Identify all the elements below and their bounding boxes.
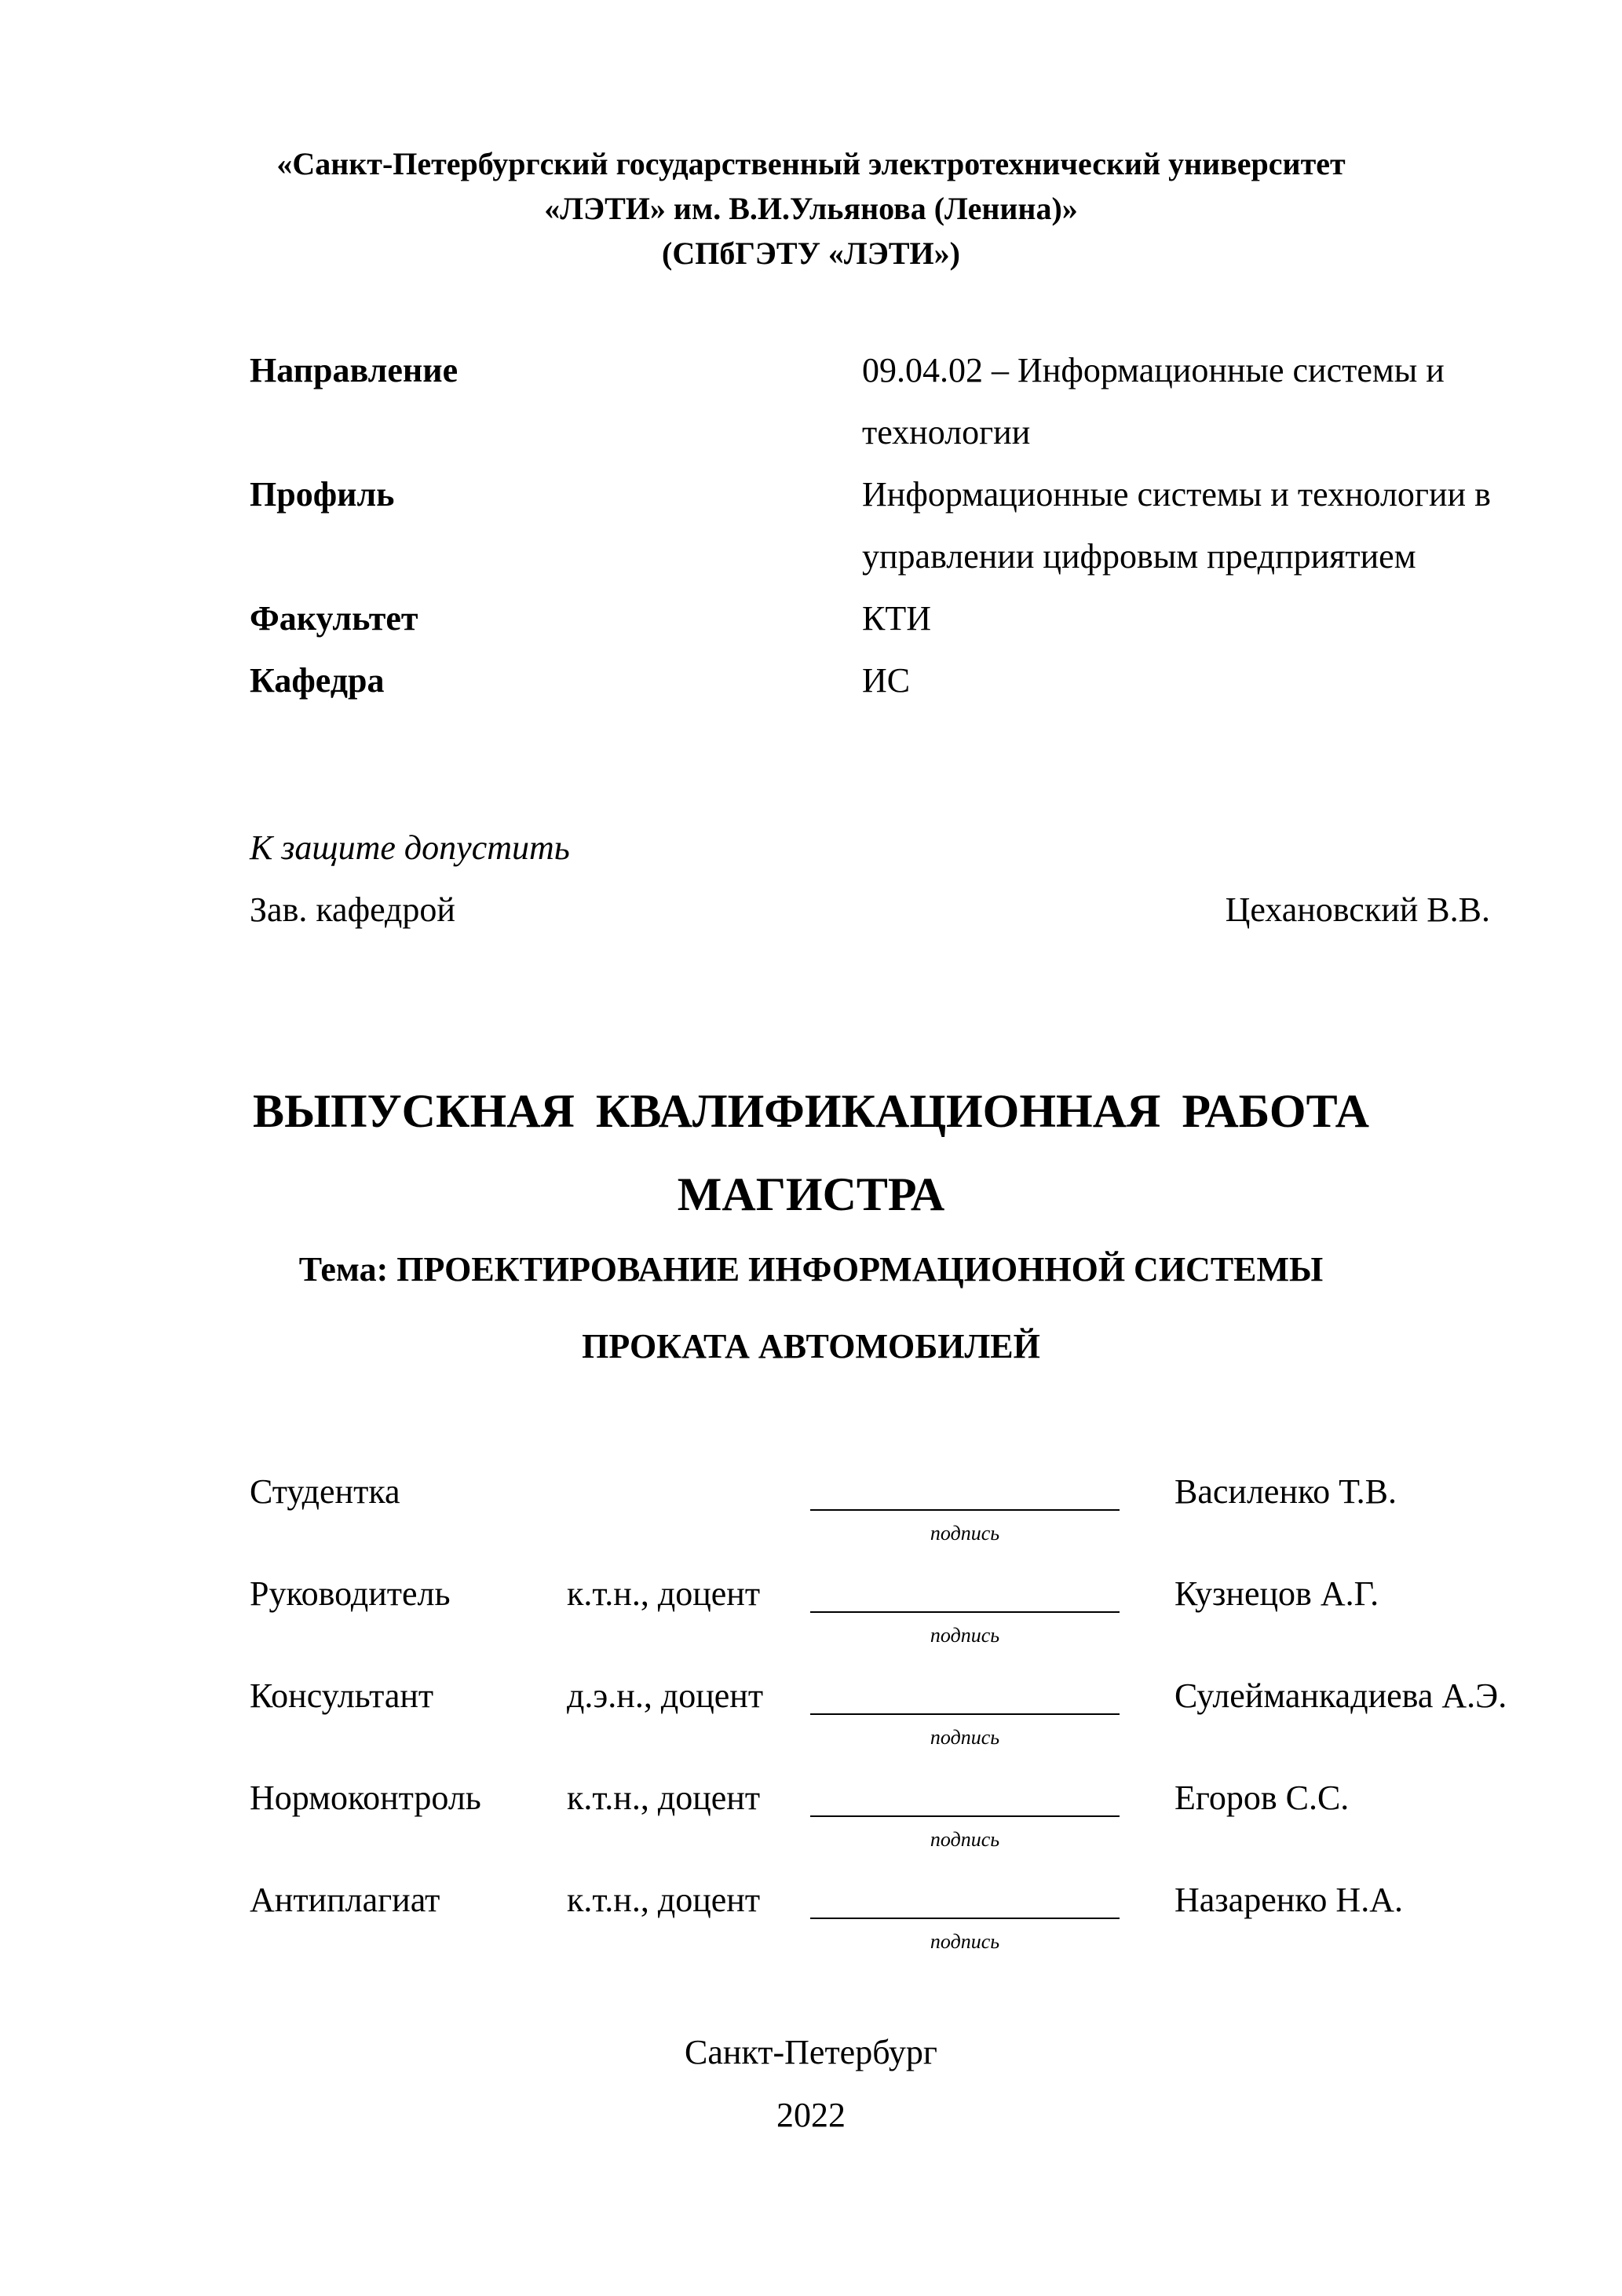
signature-caption: подпись: [930, 1828, 1000, 1851]
signature-line: [810, 1713, 1120, 1715]
info-value: Информационные системы и технологии в управлении цифровым предприятием: [862, 475, 1491, 576]
signature-name: Кузнецов А.Г.: [1174, 1574, 1379, 1613]
info-value: 09.04.02 – Информационные системы и технологии: [862, 351, 1445, 452]
signature-caption: подпись: [930, 1624, 1000, 1647]
signature-role: Студентка: [250, 1472, 400, 1511]
signature-name: Назаренко Н.А.: [1174, 1881, 1403, 1919]
approval-name: Цехановский В.В.: [1225, 890, 1490, 929]
signature-row: [250, 1877, 1584, 1979]
signature-caption: подпись: [930, 1726, 1000, 1749]
signature-role: Руководитель: [250, 1574, 451, 1613]
approval-role: Зав. кафедрой: [250, 890, 455, 929]
signature-name: Сулейманкадиева А.Э.: [1174, 1676, 1507, 1715]
info-row-profile: [250, 463, 1522, 587]
signature-block: [250, 1468, 1584, 1979]
signature-role: Консультант: [250, 1676, 434, 1715]
topic-line-2: ПРОКАТА АВТОМОБИЛЕЙ: [582, 1327, 1040, 1366]
signature-row: [250, 1775, 1584, 1877]
thesis-topic: [0, 1231, 1622, 1385]
program-info: [250, 339, 1522, 711]
signature-caption: подпись: [930, 1522, 1000, 1545]
signature-line: [810, 1611, 1120, 1613]
signature-caption: подпись: [930, 1930, 1000, 1953]
topic-line-1: Тема: ПРОЕКТИРОВАНИЕ ИНФОРМАЦИОННОЙ СИСТЕМЫ: [298, 1250, 1324, 1289]
info-row-faculty: [250, 587, 1522, 649]
signature-degree: к.т.н., доцент: [567, 1574, 761, 1613]
signature-degree: к.т.н., доцент: [567, 1779, 761, 1817]
signature-line: [810, 1509, 1120, 1511]
signature-degree: д.э.н., доцент: [567, 1676, 764, 1715]
title-line-1: ВЫПУСКНАЯ КВАЛИФИКАЦИОННАЯ РАБОТА: [253, 1085, 1369, 1137]
info-label: Кафедра: [250, 661, 385, 700]
info-row-department: [250, 649, 1522, 711]
info-label: Факультет: [250, 599, 418, 638]
approval-row: [250, 879, 1490, 941]
signature-role: Нормоконтроль: [250, 1779, 481, 1817]
info-row-direction: [250, 339, 1522, 463]
signature-row: [250, 1673, 1584, 1775]
signature-role: Антиплагиат: [250, 1881, 440, 1919]
approval-label: К защите допустить: [250, 828, 570, 867]
signature-row: [250, 1570, 1584, 1673]
footer: [0, 2021, 1622, 2147]
info-value: КТИ: [862, 599, 931, 638]
signature-name: Василенко Т.В.: [1174, 1472, 1397, 1511]
university-header: [0, 141, 1622, 276]
signature-name: Егоров С.С.: [1174, 1779, 1350, 1817]
university-line-3: (СПбГЭТУ «ЛЭТИ»): [662, 236, 960, 271]
university-line-2: «ЛЭТИ» им. В.И.Ульянова (Ленина)»: [544, 191, 1078, 226]
footer-city: Санкт-Петербург: [685, 2033, 937, 2071]
signature-line: [810, 1918, 1120, 1919]
signature-degree: к.т.н., доцент: [567, 1881, 761, 1919]
signature-row: [250, 1468, 1584, 1570]
document-title: [0, 1069, 1622, 1236]
footer-year: 2022: [776, 2096, 846, 2134]
title-line-2: МАГИСТРА: [677, 1168, 945, 1220]
info-label: Направление: [250, 351, 458, 389]
info-value: ИС: [862, 661, 911, 700]
info-label: Профиль: [250, 475, 395, 514]
signature-line: [810, 1815, 1120, 1817]
defense-approval: [250, 817, 1490, 941]
university-line-1: «Санкт-Петербургский государственный электротехнический университет: [276, 146, 1346, 181]
